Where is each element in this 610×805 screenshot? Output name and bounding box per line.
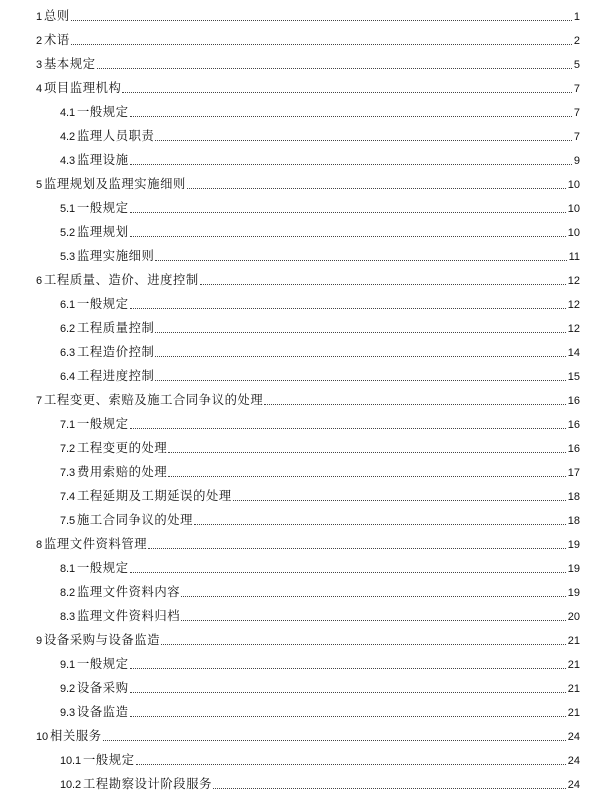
dot-leader: [194, 524, 566, 525]
toc-entry-6-3[interactable]: [60, 344, 580, 360]
toc-number: 10.2: [60, 779, 82, 791]
dot-leader: [155, 140, 571, 141]
toc-entry-6[interactable]: [36, 272, 580, 288]
dot-leader: [130, 164, 572, 165]
toc-title: 施工合同争议的处理: [77, 513, 194, 527]
dot-leader: [130, 572, 566, 573]
dot-leader: [264, 404, 565, 405]
toc-page-number: 24: [567, 731, 580, 743]
toc-title: 监理设施: [77, 153, 129, 167]
toc-page-number: 11: [568, 251, 580, 263]
toc-page-number: 19: [567, 539, 580, 551]
toc-title: 工程变更的处理: [77, 441, 168, 455]
toc-title: 监理规划及监理实施细则: [44, 177, 186, 191]
toc-title: 基本规定: [44, 57, 96, 71]
toc-page-number: 19: [567, 563, 580, 575]
toc-title: 工程延期及工期延误的处理: [77, 489, 232, 503]
toc-page-number: 24: [567, 779, 580, 791]
dot-leader: [130, 212, 566, 213]
dot-leader: [130, 428, 566, 429]
toc-page-number: 5: [573, 59, 580, 71]
toc-title: 一般规定: [83, 753, 135, 767]
toc-number: 4: [36, 83, 43, 95]
toc-title: 术语: [44, 33, 70, 47]
toc-page-number: 16: [567, 395, 580, 407]
dot-leader: [130, 692, 566, 693]
toc-page-number: 17: [567, 467, 580, 479]
toc-number: 7.1: [60, 419, 75, 431]
toc-page-number: 21: [567, 659, 580, 671]
toc-title: 监理人员职责: [77, 129, 155, 143]
toc-number: 1: [36, 11, 43, 23]
toc-entry-5-3[interactable]: [60, 248, 580, 264]
toc-entry-10-2[interactable]: [60, 776, 580, 792]
toc-title: 工程勘察设计阶段服务: [83, 777, 212, 791]
toc-number: 4.2: [60, 131, 75, 143]
dot-leader: [233, 500, 566, 501]
toc-number: 4.1: [60, 107, 75, 119]
toc-title: 工程进度控制: [77, 369, 155, 383]
toc-page-number: 19: [567, 587, 580, 599]
dot-leader: [168, 452, 565, 453]
toc-title: 设备采购: [77, 681, 129, 695]
toc-page-number: 16: [567, 419, 580, 431]
toc-page-number: 12: [567, 275, 580, 287]
toc-title: 工程造价控制: [77, 345, 155, 359]
toc-number: 6: [36, 275, 43, 287]
dot-leader: [213, 788, 566, 789]
dot-leader: [122, 92, 571, 93]
toc-entry-7[interactable]: [36, 392, 580, 408]
toc-entry-10-1[interactable]: [60, 752, 580, 768]
toc-title: 一般规定: [77, 105, 129, 119]
toc-entry-9-2[interactable]: [60, 680, 580, 696]
toc-entry-9-1[interactable]: [60, 656, 580, 672]
toc-number: 9.1: [60, 659, 75, 671]
toc-number: 5: [36, 179, 43, 191]
dot-leader: [136, 764, 566, 765]
toc-title: 工程变更、索赔及施工合同争议的处理: [44, 393, 264, 407]
toc-number: 7.5: [60, 515, 75, 527]
toc-number: 9.2: [60, 683, 75, 695]
dot-leader: [71, 20, 572, 21]
toc-entry-3[interactable]: [36, 56, 580, 72]
toc-page-number: 10: [567, 203, 580, 215]
toc-entry-9[interactable]: [36, 632, 580, 648]
toc-entry-8[interactable]: [36, 536, 580, 552]
toc-entry-1[interactable]: [36, 8, 580, 24]
toc-number: 5.1: [60, 203, 75, 215]
toc-page-number: 12: [567, 299, 580, 311]
toc-page-number: 10: [567, 227, 580, 239]
toc-entry-4-1[interactable]: [60, 104, 580, 120]
toc-title: 总则: [44, 9, 70, 23]
toc-number: 10: [36, 731, 49, 743]
toc-number: 2: [36, 35, 43, 47]
toc-entry-8-2[interactable]: [60, 584, 580, 600]
toc-page-number: 10: [567, 179, 580, 191]
toc-title: 一般规定: [77, 417, 129, 431]
toc-page-number: 16: [567, 443, 580, 455]
toc-number: 6.4: [60, 371, 75, 383]
toc-page-number: 15: [567, 371, 580, 383]
dot-leader: [103, 740, 566, 741]
toc-entry-4-2[interactable]: [60, 128, 580, 144]
toc-page-number: 24: [567, 755, 580, 767]
toc-title: 工程质量控制: [77, 321, 155, 335]
toc-page-number: 18: [567, 515, 580, 527]
dot-leader: [161, 644, 566, 645]
toc-title: 一般规定: [77, 657, 129, 671]
toc-entry-6-1[interactable]: [60, 296, 580, 312]
toc-number: 9.3: [60, 707, 75, 719]
toc-title: 费用索赔的处理: [77, 465, 168, 479]
dot-leader: [155, 380, 565, 381]
dot-leader: [168, 476, 565, 477]
toc-number: 9: [36, 635, 43, 647]
toc-entry-7-4[interactable]: [60, 488, 580, 504]
toc-title: 设备采购与设备监造: [44, 633, 161, 647]
dot-leader: [181, 620, 566, 621]
toc-number: 5.3: [60, 251, 75, 263]
toc-page-number: 2: [573, 35, 580, 47]
toc-entry-5-2[interactable]: [60, 224, 580, 240]
dot-leader: [155, 260, 566, 261]
toc-entry-2[interactable]: [36, 32, 580, 48]
toc-title: 一般规定: [77, 561, 129, 575]
toc-title: 监理规划: [77, 225, 129, 239]
dot-leader: [155, 356, 565, 357]
toc-page-number: 21: [567, 707, 580, 719]
toc-entry-5[interactable]: [36, 176, 580, 192]
toc-entry-7-3[interactable]: [60, 464, 580, 480]
toc-number: 4.3: [60, 155, 75, 167]
toc-number: 6.3: [60, 347, 75, 359]
dot-leader: [130, 236, 566, 237]
toc-title: 监理实施细则: [77, 249, 155, 263]
dot-leader: [187, 188, 566, 189]
toc-entry-5-1[interactable]: [60, 200, 580, 216]
toc-number: 8.3: [60, 611, 75, 623]
toc-page-number: 18: [567, 491, 580, 503]
toc-entry-7-5[interactable]: [60, 512, 580, 528]
toc-page-number: 1: [573, 11, 580, 23]
toc-entry-10[interactable]: [36, 728, 580, 744]
toc-number: 3: [36, 59, 43, 71]
dot-leader: [71, 44, 572, 45]
toc-entry-7-1[interactable]: [60, 416, 580, 432]
toc-number: 7.3: [60, 467, 75, 479]
dot-leader: [148, 548, 566, 549]
toc-number: 6.1: [60, 299, 75, 311]
toc-entry-7-2[interactable]: [60, 440, 580, 456]
toc-page-number: 9: [573, 155, 580, 167]
toc-entry-4-3[interactable]: [60, 152, 580, 168]
toc-page-number: 7: [573, 131, 580, 143]
toc-number: 10.1: [60, 755, 82, 767]
toc-page-number: 20: [567, 611, 580, 623]
toc-number: 7.2: [60, 443, 75, 455]
toc-title: 项目监理机构: [44, 81, 122, 95]
toc-title: 监理文件资料内容: [77, 585, 181, 599]
toc-number: 8.2: [60, 587, 75, 599]
toc-page-number: 14: [567, 347, 580, 359]
toc-title: 工程质量、造价、进度控制: [44, 273, 199, 287]
toc-number: 5.2: [60, 227, 75, 239]
toc-page-number: 12: [567, 323, 580, 335]
toc-title: 一般规定: [77, 201, 129, 215]
toc-number: 7: [36, 395, 43, 407]
dot-leader: [97, 68, 572, 69]
toc-title: 监理文件资料管理: [44, 537, 148, 551]
toc-number: 8: [36, 539, 43, 551]
toc-page-number: 21: [567, 683, 580, 695]
toc-entry-6-4[interactable]: [60, 368, 580, 384]
dot-leader: [130, 716, 566, 717]
toc-entry-6-2[interactable]: [60, 320, 580, 336]
dot-leader: [130, 308, 566, 309]
dot-leader: [130, 116, 572, 117]
dot-leader: [181, 596, 566, 597]
toc-number: 6.2: [60, 323, 75, 335]
toc-entry-9-3[interactable]: [60, 704, 580, 720]
toc-number: 7.4: [60, 491, 75, 503]
toc-title: 一般规定: [77, 297, 129, 311]
toc-number: 8.1: [60, 563, 75, 575]
toc-title: 设备监造: [77, 705, 129, 719]
toc-entry-8-1[interactable]: [60, 560, 580, 576]
toc-entry-4[interactable]: [36, 80, 580, 96]
toc-title: 相关服务: [50, 729, 102, 743]
toc-entry-8-3[interactable]: [60, 608, 580, 624]
dot-leader: [200, 284, 566, 285]
dot-leader: [130, 668, 566, 669]
toc-page-number: 7: [573, 83, 580, 95]
toc-title: 监理文件资料归档: [77, 609, 181, 623]
dot-leader: [155, 332, 565, 333]
toc-page-number: 21: [567, 635, 580, 647]
toc-page-number: 7: [573, 107, 580, 119]
